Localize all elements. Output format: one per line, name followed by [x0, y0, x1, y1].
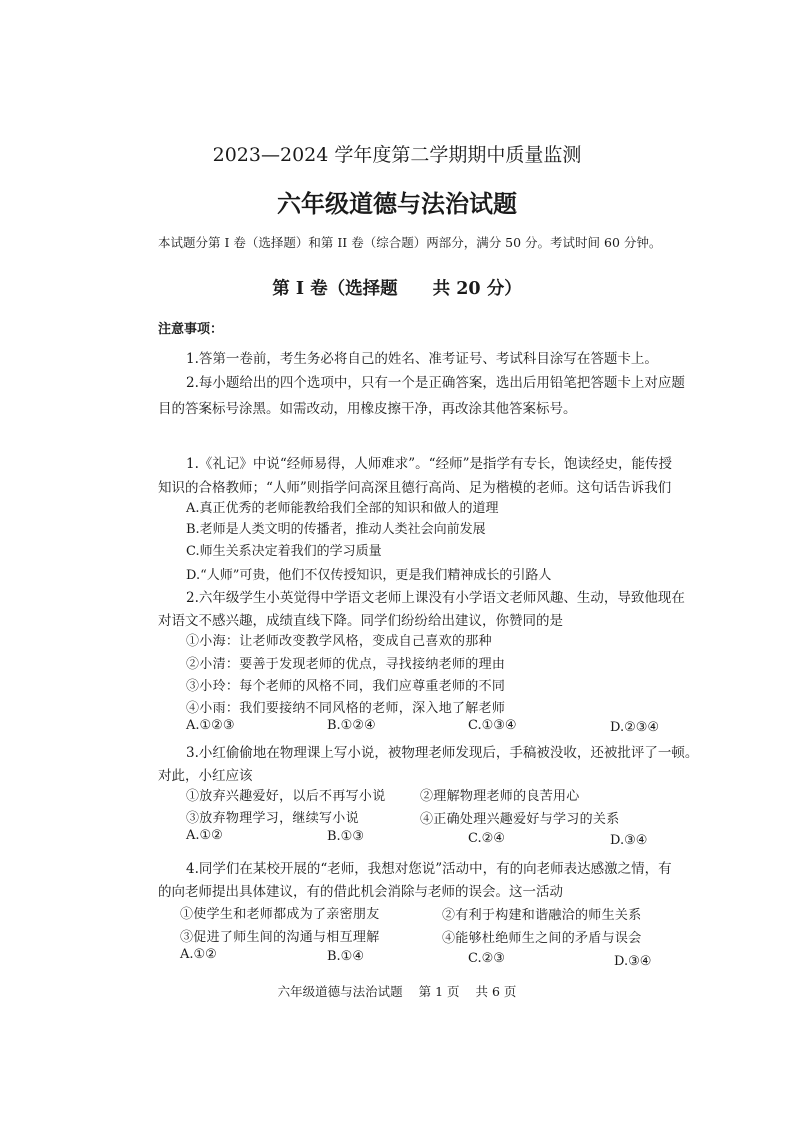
q3-option-c: C.②④ [468, 831, 505, 846]
q2-statement-4: ④小雨：我们要接纳不同风格的老师，深入地了解老师 [186, 701, 506, 716]
q1-stem-line1: 1.《礼记》中说“经师易得，人师难求”。“经师”是指学有专长，饱读经史，能传授 [186, 456, 672, 472]
q2-statement-3: ③小玲：每个老师的风格不同，我们应尊重老师的不同 [186, 679, 506, 694]
q2-option-a: A.①②③ [186, 718, 235, 733]
q4-option-c: C.②③ [468, 951, 505, 966]
q4-stem-line1: 4.同学们在某校开展的“老师，我想对您说”活动中，有的向老师表达感激之情，有 [186, 861, 672, 877]
q2-option-c: C.①③④ [468, 718, 517, 733]
notice-heading: 注意事项： [158, 322, 224, 337]
q2-stem-line1: 2.六年级学生小英觉得中学语文老师上课没有小学语文老师风趣、生动，导致他现在 [186, 590, 685, 606]
q1-stem-line2: 知识的合格教师；“人师”则指学问高深且德行高尚、足为楷模的老师。这句话告诉我们 [158, 480, 672, 496]
q4-statement-2: ②有利于构建和谐融洽的师生关系 [442, 908, 642, 923]
q3-stem-line1: 3.小红偷偷地在物理课上写小说，被物理老师发现后，手稿被没收，还被批评了一顿。 [186, 745, 699, 761]
q2-statement-2: ②小清：要善于发现老师的优点，寻找接纳老师的理由 [186, 657, 506, 672]
q4-stem-line2: 的向老师提出具体建议，有的借此机会消除与老师的误会。这一活动 [158, 884, 563, 900]
exam-intro: 本试题分第 I 卷（选择题）和第 II 卷（综合题）两部分，满分 50 分。考试时间 60 分钟。 [158, 235, 662, 250]
q2-option-b: B.①②④ [327, 718, 376, 733]
q4-option-a: A.①② [180, 947, 217, 962]
page-footer [0, 982, 794, 1000]
footer-page-number: 第 1 页 [418, 984, 460, 999]
notice-item-1: 1.答第一卷前，考生务必将自己的姓名、准考证号、考试科目涂写在答题卡上。 [186, 351, 658, 367]
q4-statement-1: ①使学生和老师都成为了亲密朋友 [180, 907, 380, 922]
q3-option-b: B.①③ [327, 829, 364, 844]
footer-exam-name: 六年级道德与法治试题 [277, 984, 403, 999]
q3-statement-3: ③放弃物理学习，继续写小说 [186, 811, 359, 826]
q4-option-d: D.③④ [614, 954, 652, 969]
q4-statement-4: ④能够杜绝师生之间的矛盾与误会 [442, 931, 642, 946]
q1-option-b: B.老师是人类文明的传播者，推动人类社会向前发展 [186, 522, 486, 537]
q3-stem-line2: 对此，小红应该 [158, 768, 253, 784]
exam-title: 2023—2024 学年度第二学期期中质量监测 [212, 144, 582, 166]
q3-statement-4: ④正确处理兴趣爱好与学习的关系 [420, 812, 620, 827]
q4-option-b: B.①④ [327, 949, 364, 964]
q3-statement-2: ②理解物理老师的良苦用心 [420, 789, 580, 804]
q3-statement-1: ①放弃兴趣爱好，以后不再写小说 [186, 789, 386, 804]
q1-option-a: A.真正优秀的老师能教给我们全部的知识和做人的道理 [186, 501, 499, 516]
exam-subtitle: 六年级道德与法治试题 [277, 189, 517, 218]
q3-option-d: D.③④ [610, 833, 648, 848]
part1-title: 第 I 卷（选择题 共 20 分） [272, 279, 522, 299]
footer-page-total: 共 6 页 [475, 984, 517, 999]
q2-option-d: D.②③④ [610, 720, 660, 735]
notice-item-2-line1: 2.每小题给出的四个选项中，只有一个是正确答案，选出后用铅笔把答题卡上对应题 [186, 375, 685, 391]
q2-statement-1: ①小海：让老师改变教学风格，变成自己喜欢的那种 [186, 634, 492, 649]
q2-stem-line2: 对语文不感兴趣，成绩直线下降。同学们纷纷给出建议，你赞同的是 [158, 613, 563, 629]
notice-item-2-line2: 目的答案标号涂黑。如需改动，用橡皮擦干净，再改涂其他答案标号。 [158, 401, 577, 417]
q3-option-a: A.①② [186, 828, 223, 843]
q4-statement-3: ③促进了师生间的沟通与相互理解 [180, 930, 380, 945]
q1-option-d: D.“人师”可贵，他们不仅传授知识，更是我们精神成长的引路人 [186, 568, 552, 583]
q1-option-c: C.师生关系决定着我们的学习质量 [186, 544, 382, 559]
